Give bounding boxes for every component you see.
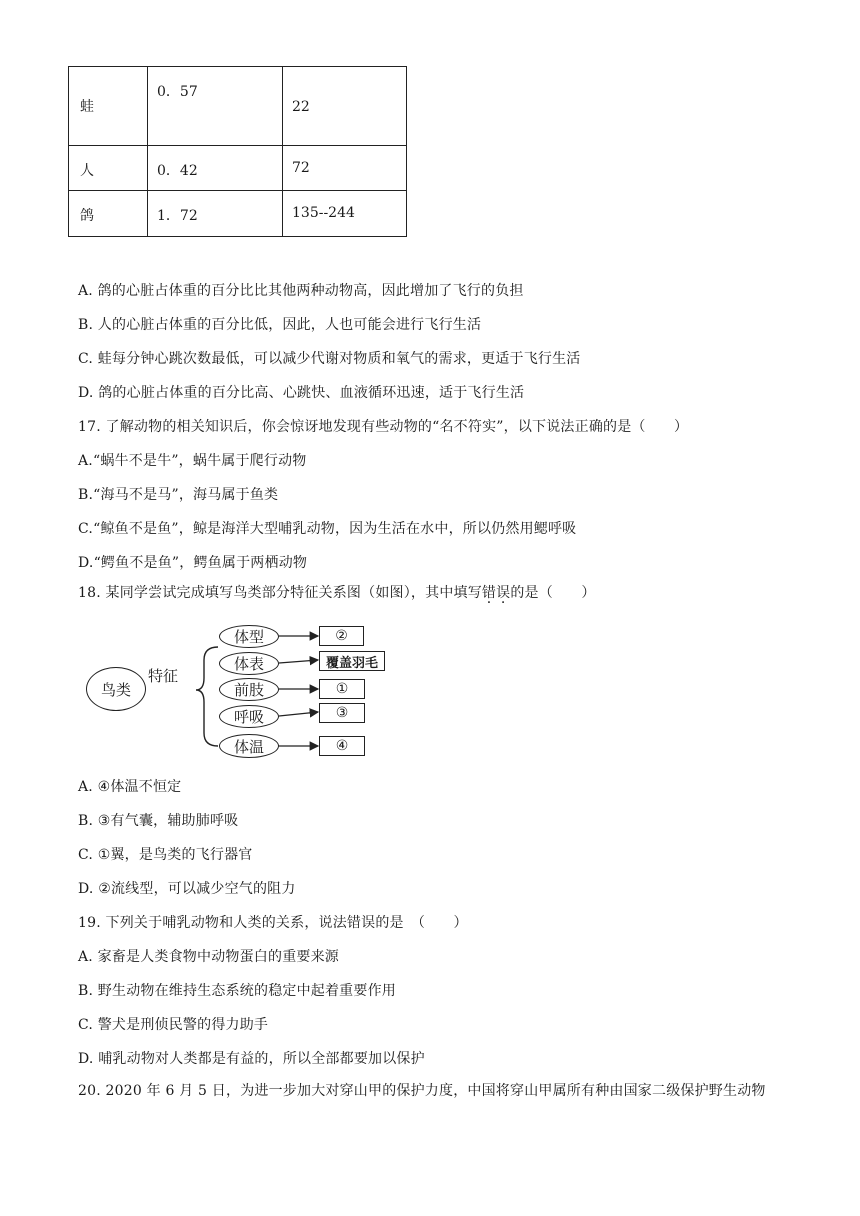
q17-option-a: A.“蜗牛不是牛”，蜗牛属于爬行动物 — [78, 453, 307, 469]
q19-option-a: A. 家畜是人类食物中动物蛋白的重要来源 — [78, 949, 340, 965]
q18-option-c: C. ①翼，是鸟类的飞行器官 — [78, 847, 253, 863]
table-cell-animal: 鸽 — [80, 208, 94, 224]
diagram-item-value: 覆盖羽毛 — [319, 651, 385, 671]
q18-option-d: D. ②流线型，可以减少空气的阻力 — [78, 881, 296, 897]
q18-option-a: A. ④体温不恒定 — [78, 779, 182, 795]
diagram-item-value: ③ — [319, 703, 365, 723]
table-cell-ratio: 0．57 — [157, 84, 198, 100]
diagram-item-label: 体表 — [219, 652, 279, 675]
q17-stem: 17. 了解动物的相关知识后，你会惊讶地发现有些动物的“名不符实”，以下说法正确的是（ ） — [78, 419, 689, 435]
diagram-item-value: ④ — [319, 736, 365, 756]
table-cell-rate: 135--244 — [292, 205, 355, 221]
q19-option-d: D. 哺乳动物对人类都是有益的，所以全部都要加以保护 — [78, 1051, 425, 1067]
diagram-item-label: 体温 — [219, 734, 279, 758]
diagram-root-bird: 鸟类 — [86, 667, 146, 711]
q17-option-c: C.“鲸鱼不是鱼”，鲸是海洋大型哺乳动物，因为生活在水中，所以仍然用鳃呼吸 — [78, 521, 577, 537]
q16-option-d: D. 鸽的心脏占体重的百分比高、心跳快、血液循环迅速，适于飞行生活 — [78, 385, 525, 401]
diagram-item-label: 体型 — [219, 625, 279, 648]
diagram-item-value: ① — [319, 679, 365, 699]
diagram-item-value: ② — [319, 626, 364, 646]
table-cell-animal: 蛙 — [80, 99, 94, 115]
table-cell-ratio: 0．42 — [157, 163, 198, 179]
table-cell-rate: 72 — [292, 160, 310, 176]
table-cell-ratio: 1．72 — [157, 208, 198, 224]
q18-stem: 18. 某同学尝试完成填写鸟类部分特征关系图（如图），其中填写错误的是（ ） — [78, 585, 596, 601]
emphasis-mark: 错 — [481, 585, 497, 601]
emphasis-mark: 误 — [496, 585, 511, 601]
q17-option-d: D.“鳄鱼不是鱼”，鳄鱼属于两栖动物 — [78, 555, 308, 571]
table-cell-animal: 人 — [80, 163, 94, 179]
q19-option-b: B. 野生动物在维持生态系统的稳定中起着重要作用 — [78, 983, 396, 999]
table-cell-rate: 22 — [292, 99, 310, 115]
diagram-feature-label: 特征 — [148, 667, 179, 685]
diagram-item-label: 呼吸 — [219, 705, 279, 728]
q16-option-a: A. 鸽的心脏占体重的百分比比其他两种动物高，因此增加了飞行的负担 — [78, 283, 524, 299]
q16-option-c: C. 蛙每分钟心跳次数最低，可以减少代谢对物质和氧气的需求，更适于飞行生活 — [78, 351, 581, 367]
q19-stem: 19. 下列关于哺乳动物和人类的关系，说法错误的是 （ ） — [78, 915, 468, 931]
q16-option-b: B. 人的心脏占体重的百分比低，因此，人也可能会进行飞行生活 — [78, 317, 482, 333]
q20-stem: 20. 2020 年 6 月 5 日，为进一步加大对穿山甲的保护力度，中国将穿山甲属所有种由国家二级保护野生动物 — [78, 1083, 766, 1099]
q19-option-c: C. 警犬是刑侦民警的得力助手 — [78, 1017, 269, 1033]
q17-option-b: B.“海马不是马”，海马属于鱼类 — [78, 487, 279, 503]
q18-option-b: B. ③有气囊，辅助肺呼吸 — [78, 813, 239, 829]
diagram-item-label: 前肢 — [219, 678, 279, 701]
